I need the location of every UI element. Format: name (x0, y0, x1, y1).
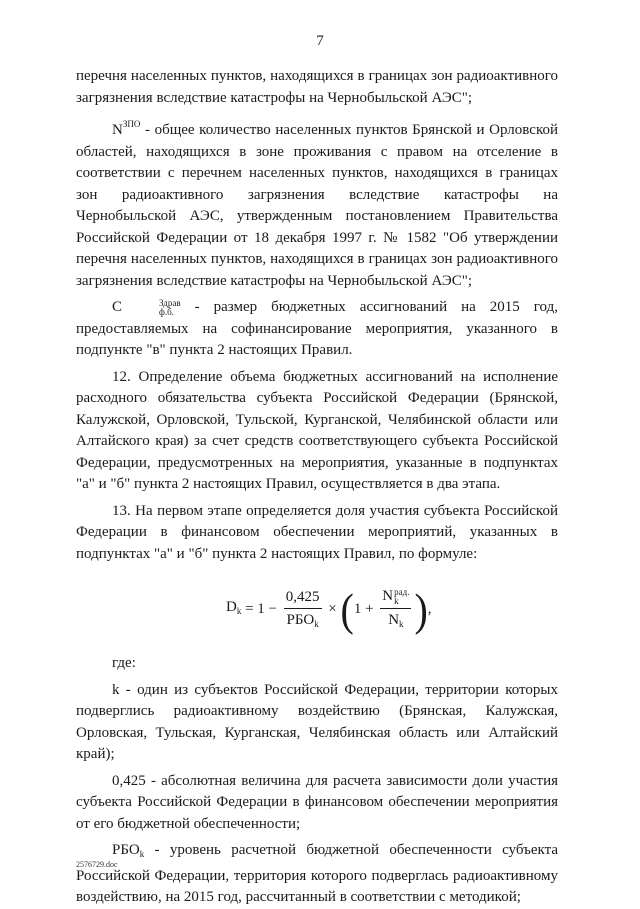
symbol-n: N (112, 122, 123, 138)
definition-0425: 0,425 - абсолютная величина для расчета зависимости доли участия субъекта Российской Федерации в финансовом обеспечении мероприятия от его бюджетной обеспеченности; (76, 772, 558, 832)
symbol-c-indices (123, 299, 181, 317)
symbol-k: k (112, 681, 120, 698)
formula-fraction-2 (380, 587, 411, 633)
right-paren: ) (414, 583, 428, 636)
definition-n-zpo (76, 114, 558, 292)
paragraph-13: 13. На первом этапе определяется доля участия субъекта Российской Федерации в финансовом обеспечении мероприятий, указанных в подпунктах "а" и "б" пункта 2 настоящих Правил, по формуле: (76, 502, 558, 562)
symbol-c: С (112, 299, 123, 315)
formula-one-plus: 1 + (353, 601, 378, 618)
formula-fraction-1 (284, 588, 322, 633)
symbol-rbo-subscript: k (139, 849, 145, 859)
symbol-rbo: РБО (112, 842, 140, 858)
fraction-2-numerator: N рад. k (380, 587, 411, 609)
formula-end: , (427, 601, 432, 618)
definition-c-zdrav-text: - размер бюджетных ассигнований на 2015 год, предоставляемых на софинансирование мероприятия, указанного в подпункте "в" пункта 2 настоящих Правил. (76, 299, 558, 358)
formula-eq: = 1 − (241, 601, 281, 618)
symbol-c-superscript: Здрав (159, 297, 181, 308)
fraction-1-numerator: 0,425 (284, 588, 322, 609)
footer-filename: 2576729.doc (76, 860, 118, 869)
paragraph-continuation: перечня населенных пунктов, находящихся в границах зон радиоактивного загрязнения вследствие катастрофы на Чернобыльской АЭС"; (76, 68, 558, 106)
page-number: 7 (316, 33, 324, 49)
definition-k (76, 680, 558, 766)
definition-rbo-text: - уровень расчетной бюджетной обеспеченности субъекта Российской Федерации, территория которого подверглась радиоактивному воздействию, на 2015 год, рассчитанный в соответствии с методикой; (76, 842, 558, 905)
symbol-c-subscript: ф.б. (159, 306, 174, 317)
fraction-1-denominator: $РБО_k$ (286, 611, 319, 629)
fraction-2-denominator: $N_k$ (388, 611, 404, 629)
definition-k-text: - один из субъектов Российской Федерации, территории которых подверглись радиоактивному воздействию (Брянская, Калужская, Орловская, Тульская, Курганская, Челябинская область или Алтайский край); (76, 681, 558, 762)
definition-rbo (76, 840, 558, 909)
document-body (76, 66, 558, 909)
formula (76, 575, 558, 645)
formula-lhs: $D_k$ (226, 599, 242, 617)
definition-c-zdrav (76, 297, 558, 362)
definition-n-zpo-text: - общее количество населенных пунктов Брянской и Орловской областей, находящихся в зоне проживания с правом на отселение в соответствии с перечнем населенных пунктов, находящихся в границах зон радиоактивного загрязнения вследствие катастрофы на Чернобыльской АЭС, утвержденным постановлением Правительства Российской Федерации от 18 декабря 1997 г. № 1582 "Об утверждении перечня населенных пунктов, находящихся в границах зон радиоактивного загрязнения вследствие катастрофы на Чернобыльской АЭС"; (76, 122, 558, 289)
formula-times: × (324, 601, 341, 618)
where-label: где: (112, 655, 136, 671)
paragraph-12: 12. Определение объема бюджетных ассигнований на исполнение расходного обязательства субъекта Российской Федерации (Брянской, Калужской, Орловской, Тульской, Курганской, Челябинской области или Алтайского края) за счет средств соответствующего субъекта Российской Федерации, предусмотренных на мероприятия, указанные в подпунктах "а" и "б" пункта 2 настоящих Правил, осуществляется в два этапа. (76, 368, 558, 492)
left-paren: ( (340, 583, 354, 636)
symbol-n-superscript: ЗПО (122, 119, 141, 129)
